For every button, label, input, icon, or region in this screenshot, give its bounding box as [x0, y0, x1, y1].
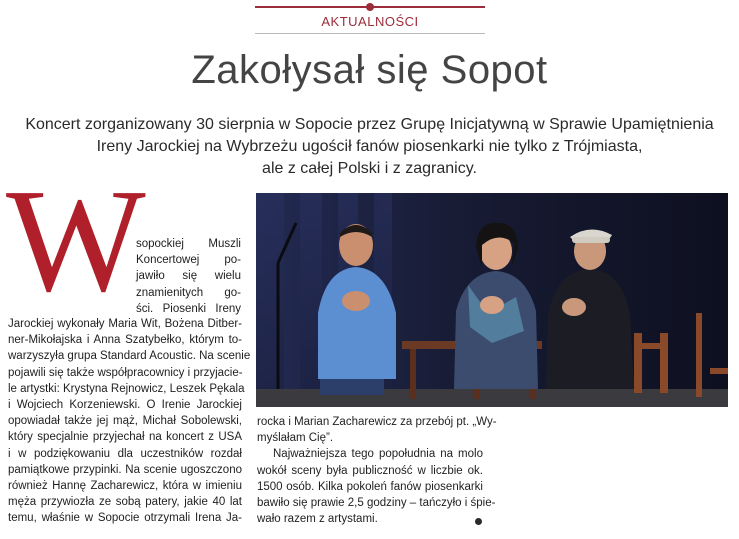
article-photo [256, 193, 728, 407]
body-line: i Wojciech Korzeniewski. O Irenie Jarockiej [8, 399, 242, 412]
stage-photo-illustration [256, 193, 728, 407]
body-line: myślałam Cię”. [257, 432, 334, 445]
body-line: Koncertowej po- [136, 254, 241, 267]
body-column-intro [136, 236, 241, 317]
body-line: le artystki: Krystyna Rejnowicz, Leszek Pękala [8, 382, 245, 395]
body-line: warzyszyła grupa Standard Acoustic. Na scenie [8, 350, 251, 363]
body-column-right [257, 414, 497, 527]
body-line: bawiło się prawie 2,5 godziny – tańczyło i śpie- [257, 497, 496, 510]
section-rule-ornament [366, 3, 374, 11]
body-line: i w podziękowaniu dla uczestników rozdał [8, 447, 242, 460]
body-line: temu, właśnie w Sopocie otrzymali Irena Ja- [8, 512, 242, 525]
body-line: opowiadał także jej mąż, Michał Sobolewski, [8, 415, 242, 428]
body-line: wało razem z artystami. [257, 513, 378, 526]
article-title: Zakołysał się Sopot [191, 48, 548, 92]
body-line: męża przywiozła ze sobą patery, jakie 40 lat [8, 496, 242, 509]
body-line: pamiątkowe przypinki. Na scenie ugoszczono [8, 463, 242, 476]
body-line: wokół sceny była publiczność w liczbie ok. [257, 464, 483, 477]
body-line: 1500 osób. Kilka pokoleń fanów piosenkarki [257, 480, 483, 493]
body-line: który specjalnie przyjechał na koncert z USA [8, 431, 242, 444]
end-of-article-mark [475, 518, 482, 525]
lead-line: Koncert zorganizowany 30 sierpnia w Sopocie przez Grupę Inicjatywną w Sprawie Upamiętnienia [25, 116, 714, 133]
drop-cap: W [6, 159, 146, 323]
body-line: Najważniejsza tego popołudnia na molo [273, 448, 483, 461]
section-rule-bottom [255, 33, 485, 34]
body-line: sopockiej Muszli [136, 238, 241, 250]
body-line: pojawili się także współpracownicy i przyjacie- [8, 366, 243, 379]
body-line: Jarockiej wykonały Maria Wit, Bożena Ditber- [8, 318, 242, 330]
body-line: również Hannę Zacharewicz, która w imieniu [8, 480, 242, 493]
section-label: AKTUALNOŚCI [321, 14, 419, 29]
body-line: znamienitych go- [136, 286, 241, 299]
body-line: rocka i Marian Zacharewicz za przebój pt. „Wy- [257, 416, 497, 428]
body-line: ści. Piosenki Ireny [136, 302, 241, 315]
body-line: jawiło się wielu [136, 270, 241, 283]
body-column-left [8, 316, 251, 527]
lead-line: ale z całej Polski i z zagranicy. [262, 160, 477, 177]
lead-line: Ireny Jarockiej na Wybrzeżu ugościł fanów piosenkarki nie tylko z Trójmiasta, [96, 138, 643, 155]
body-line: ner-Mikołajska i Anna Szatybełko, którym to- [8, 334, 242, 347]
